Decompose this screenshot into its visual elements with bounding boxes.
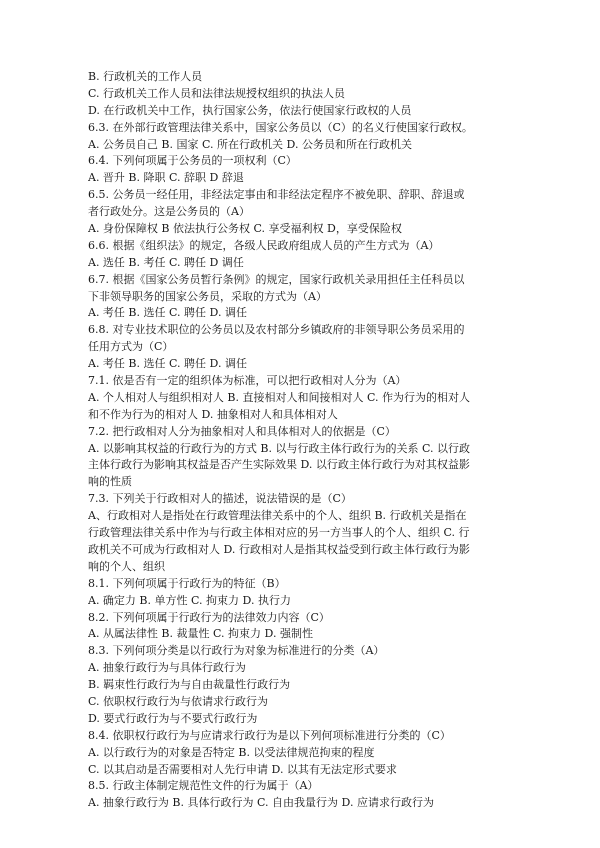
text-line: 6.3. 在外部行政管理法律关系中，国家公务员以（C）的名义行使国家行政权。 (88, 120, 473, 134)
text-line: 6.6. 根据《组织法》的规定，各级人民政府组成人员的产生方式为（A） (88, 238, 440, 252)
text-line: 8.4. 依职权行政行为与应请求行政行为是以下列何项标准进行分类的（C） (88, 728, 451, 742)
text-line: 和不作为行为的相对人 D. 抽象相对人和具体相对人 (88, 407, 338, 421)
text-line: 下非领导职务的国家公务员，采取的方式为（A） (88, 289, 327, 303)
text-line: A. 身份保障权 B 依法执行公务权 C. 享受福利权 D，享受保险权 (88, 222, 402, 236)
text-line: 6.8. 对专业技术职位的公务员以及农村部分乡镇政府的非领导职公务员采用的 (88, 323, 465, 337)
text-line: D. 在行政机关中工作，执行国家公务，依法行使国家行政权的人员 (88, 103, 412, 117)
text-line: A. 抽象行政行为 B. 具体行政行为 C. 自由我量行为 D. 应请求行政行为 (88, 796, 434, 810)
text-line: C. 以其启动是否需要相对人先行申请 D. 以其有无法定形式要求 (88, 762, 397, 776)
text-line: A. 公务员自己 B. 国家 C. 所在行政机关 D. 公务员和所在行政机关 (88, 137, 412, 151)
text-line: C. 依职权行政行为与依请求行政行为 (88, 694, 269, 708)
text-line: 8.5. 行政主体制定规范性文件的行为属于（A） (88, 779, 319, 793)
text-line: A. 以行政行为的对象是否特定 B. 以受法律规范拘束的程度 (88, 745, 375, 759)
text-line: 6.5. 公务员一经任用，非经法定事由和非经法定程序不被免职、辞职、辞退或 (88, 188, 465, 202)
text-line: 者行政处分。这是公务员的（A） (88, 205, 250, 219)
text-line: A. 抽象行政行为与具体行政行为 (88, 661, 246, 675)
text-line: 行政管理法律关系中作为与行政主体相对应的另一方当事人的个人、组织 C. 行 (88, 526, 470, 540)
text-line: 6.4. 下列何项属于公务员的一项权利（C） (88, 154, 297, 168)
text-line: 8.3. 下列何项分类是以行政行为对象为标准进行的分类（A） (88, 644, 385, 658)
text-line: B. 行政机关的工作人员 (88, 70, 203, 83)
text-line: A. 考任 B. 选任 C. 聘任 D. 调任 (88, 306, 247, 320)
text-line: A、行政相对人是指处在行政管理法律关系中的个人、组织 B. 行政机关是指在 (88, 509, 467, 523)
text-line: B. 羁束性行政行为与自由裁量性行政行为 (88, 678, 291, 692)
text-line: A. 考任 B. 选任 C. 聘任 D. 调任 (88, 357, 247, 371)
text-line: 8.2. 下列何项属于行政行为的法律效力内容（C） (88, 610, 330, 624)
text-line: D. 要式行政行为与不要式行政行为 (88, 711, 258, 725)
text-line: C. 行政机关工作人员和法律法规授权组织的执法人员 (88, 86, 346, 100)
text-line: 主体行政行为影响其权益是否产生实际效果 D. 以行政主体行政行为对其权益影 (88, 458, 470, 472)
text-line: 响的个人、组织 (88, 559, 165, 573)
text-line: A. 选任 B. 考任 C. 聘任 D 调任 (88, 255, 244, 269)
text-line: A. 以影响其权益的行政行为的方式 B. 以与行政主体行政行为的关系 C. 以行政 (88, 441, 471, 455)
text-line: A. 从属法律性 B. 裁量性 C. 拘束力 D. 强制性 (88, 627, 313, 641)
text-line: 响的性质 (88, 475, 132, 489)
text-line: 7.3. 下列关于行政相对人的描述，说法错误的是（C） (88, 492, 352, 506)
text-line: A. 晋升 B. 降职 C. 辞职 D 辞退 (88, 171, 244, 185)
text-line: A. 确定力 B. 单方性 C. 拘束力 D. 执行力 (88, 593, 291, 607)
text-line: A. 个人相对人与组织相对人 B. 直接相对人和间接相对人 C. 作为行为的相对人 (88, 390, 471, 404)
text-line: 7.1. 依是否有一定的组织体为标准，可以把行政相对人分为（A） (88, 374, 407, 388)
text-line: 7.2. 把行政相对人分为抽象相对人和具体相对人的依据是（C） (88, 424, 396, 438)
text-line: 政机关不可成为行政相对人 D. 行政相对人是指其权益受到行政主体行政行为影 (88, 542, 470, 556)
text-line: 6.7. 根据《国家公务员暂行条例》的规定，国家行政机关录用担任主任科员以 (88, 272, 465, 286)
text-line: 任用方式为（C） (88, 340, 174, 354)
document-body (88, 69, 520, 812)
text-line: 8.1. 下列何项属于行政行为的特征（B） (88, 576, 286, 590)
